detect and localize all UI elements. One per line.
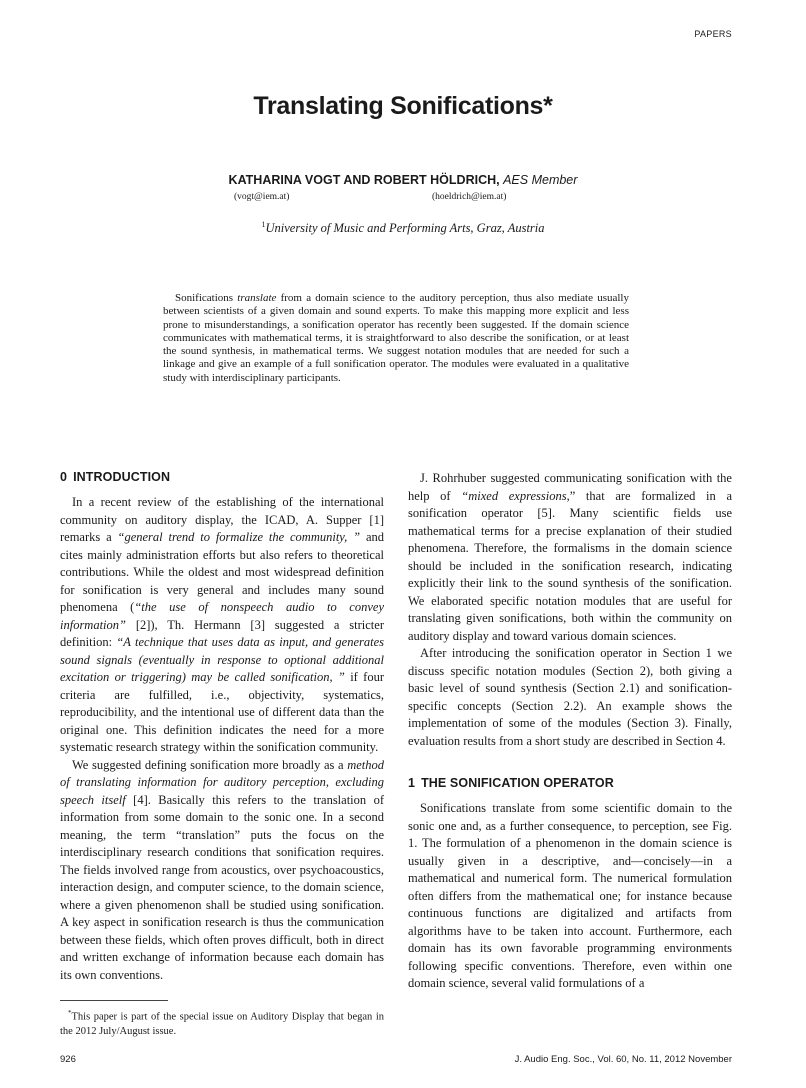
- author-line: [0, 173, 806, 187]
- running-header-section: PAPERS: [694, 29, 732, 39]
- intro-paragraph-4: After introducing the sonification operator in Section 1 we discuss specific notation modules (Section 2), both giving a basic level of sound synthesis (Section 2.1) and sonification-specific concepts (Section 2.2). An example shows the implementation of some of the modules (Section 3). Finally, evaluation results from a short study are described in Section 4.: [408, 646, 732, 748]
- author-email-hoeldrich: (hoeldrich@iem.at): [432, 192, 507, 202]
- intro-paragraph-3: J. Rohrhuber suggested communicating sonification with the help of “mixed expressions,” that are formalized in a sonification operator [5]. Many scientific fields use mathematical terms for a precise explanation of their studied phenomena. Therefore, the formalisms in the domain science should be included in the sonification research, indicating explicitly their link to the sound synthesis of the sonification. We elaborated specific notation modules that are useful for translating given sonifications, both within the community on auditory display and toward various domain sciences.: [408, 471, 732, 643]
- intro-paragraph-2: We suggested defining sonification more broadly as a method of translating information for auditory perception, excluding speech itself [4]. Basically this refers to the translation of information from some domain to the sonic one. In a second meaning, the term “translation” puts the focus on the interdisciplinary research conditions that sonification requires. The fields involved range from acoustics, over psychoacoustics, interaction design, and computer science, to the domain science, where a given phenomenon shall be studied using sonification. A key aspect in sonification research is thus the communication between these fields, which often proves difficult, both in direct and written exchange of information because each domain has its own conventions.: [60, 757, 384, 982]
- affiliation-mark: 1: [261, 220, 266, 229]
- affiliation-text: University of Music and Performing Arts, Graz, Austria: [265, 221, 545, 236]
- paper-title: Translating Sonifications*: [253, 92, 553, 120]
- page-number: 926: [60, 1054, 76, 1065]
- column-right: [408, 470, 732, 993]
- author-names: KATHARINA VOGT AND ROBERT HÖLDRICH,: [228, 173, 500, 187]
- abstract: Sonifications translate from a domain science to the auditory perception, thus also mediate usually between scientists of a given domain and sound experts. To make this mapping more explicit and less prone to misunderstandings, a sonification operator has recently been suggested. If the domain science communicates with mathematical terms, it is straightforward to also describe the sonification, or at least the sound synthesis, in mathematical terms. We suggest notation modules that are needed for such a linkage and give an example of a full sonification operator. The modules were evaluated in a qualitative study with interdisciplinary participants.: [163, 292, 629, 384]
- section-heading-introduction: 0 INTRODUCTION: [60, 470, 171, 484]
- intro-paragraph-1: In a recent review of the establishing of the international community on auditory display, the ICAD, A. Supper [1] remarks a “general trend to formalize the community, ” and cites mainly administration efforts but also refers to theoretical contributions. While the oldest and most widespread definition for sonification is very general and includes many sound phenomena (“the use of nonspeech audio to convey information” [2]), Th. Hermann [3] suggested a stricter definition: “A technique that uses data as input, and generates sound signals (eventually in response to optional additional excitation or triggering) may be called sonification, ” if four criteria are fulfilled, i.e., objectivity, systematics, reproducibility, and the intentional use of different data than the original one. This definition indicates the need for a more systematic research strategy within the sonification community.: [60, 495, 385, 754]
- section1-paragraph-1: Sonifications translate from some scientific domain to the sonic one and, as a further consequence, to perception, see Fig. 1. The formulation of a phenomenon in the domain science is usually given in a descriptive, and—concisely—in a mathematical and numerical form. The numerical formulation often differs from the mathematical one; for instance because continuous functions are digitalized and artifacts from algorithms have to be taken into account. Furthermore, each domain has its own favorable programming environments following specific conventions. Therefore, even within one domain science, several valid formulations of a: [408, 801, 732, 990]
- footnote: *This paper is part of the special issue on Auditory Display that began in the 2012 July/August issue.: [60, 1009, 384, 1037]
- journal-reference: J. Audio Eng. Soc., Vol. 60, No. 11, 2012 November: [514, 1054, 732, 1065]
- author-membership: AES Member: [503, 173, 578, 187]
- author-email-vogt: (vogt@iem.at): [234, 192, 290, 202]
- section-heading-sonification-operator: 1 THE SONIFICATION OPERATOR: [408, 776, 614, 790]
- column-left: [60, 470, 384, 984]
- affiliation: [0, 220, 806, 236]
- footnote-rule: [60, 1000, 168, 1001]
